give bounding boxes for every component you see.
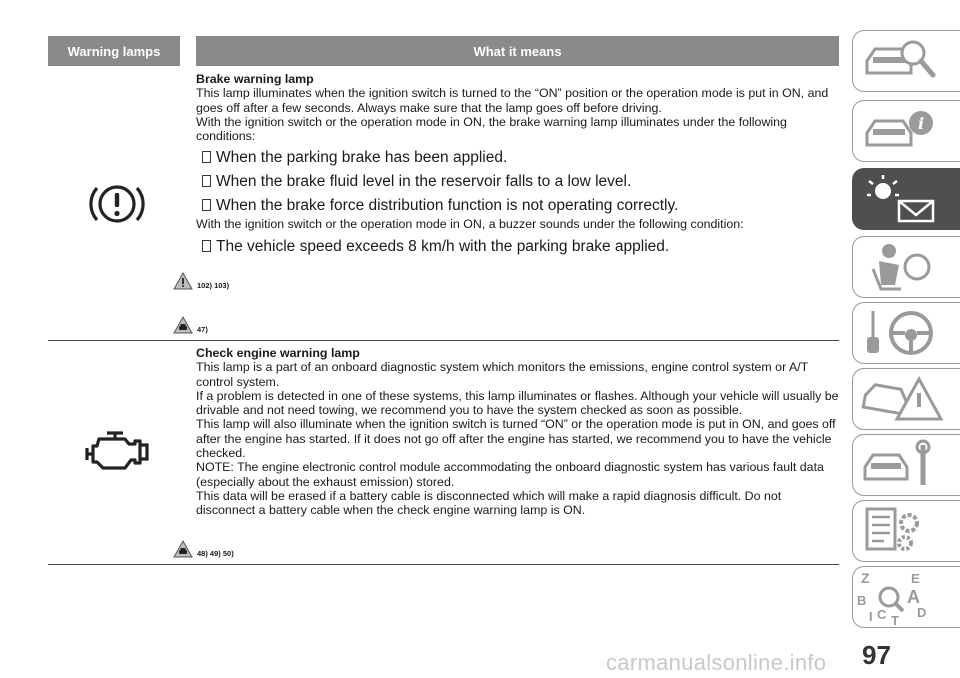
seat-person-airbag-icon: [859, 239, 949, 295]
note-ref-numbers: 48) 49) 50): [197, 549, 234, 558]
brake-warning-title: Brake warning lamp: [196, 72, 314, 86]
check-engine-lamp-icon: [85, 428, 153, 476]
tab-servicing-and-care[interactable]: [852, 434, 960, 496]
warning-triangle-icon: [173, 272, 193, 290]
tab-knowing-your-car[interactable]: [852, 30, 960, 92]
brake-warning-section: [196, 72, 841, 261]
svg-text:C: C: [877, 607, 887, 622]
page-number: 97: [862, 640, 891, 670]
svg-text:I: I: [869, 609, 873, 624]
tab-index[interactable]: [852, 566, 960, 628]
engine-paragraph: If a problem is detected in one of these systems, this lamp illuminates or flashes. Although your vehicle will usually be drivable and not need towing, we recommend you to have the system checked as soon as possible.: [196, 388, 839, 418]
list-item: The vehicle speed exceeds 8 km/h with the parking brake applied.: [202, 238, 841, 256]
svg-text:i: i: [918, 114, 925, 133]
brake-warning-lamp-icon: [88, 175, 146, 233]
list-item: When the brake fluid level in the reservoir falls to a low level.: [202, 173, 841, 191]
index-letters-icon: [857, 569, 949, 628]
header-warning-lamps: Warning lamps: [48, 36, 180, 66]
engine-paragraph: This data will be erased if a battery cable is disconnected which will make a rapid diagnosis difficult. Do not disconnect a battery cable when the check engine warning lamp is ON.: [196, 488, 782, 518]
note-ref-numbers: 47): [197, 325, 208, 334]
engine-paragraph: NOTE: The engine electronic control module accommodating the onboard diagnostic system has various fault data (especially about the exhaust emission) stored.: [196, 460, 824, 489]
spec-sheet-gears-icon: [859, 503, 949, 559]
engine-note-reference: [173, 540, 234, 558]
checkbox-bullet-icon: [202, 151, 211, 163]
tab-warning-lights-messages[interactable]: [852, 168, 960, 230]
brake-paragraph-3: With the ignition switch or the operation mode in ON, a buzzer sounds under the following condition:: [196, 217, 744, 232]
svg-text:Z: Z: [861, 570, 870, 586]
key-steering-wheel-icon: [859, 305, 949, 361]
tab-safety[interactable]: [852, 236, 960, 298]
row-divider: [48, 340, 839, 341]
engine-paragraph: This lamp will also illuminate when the ignition switch is turned “ON” or the operation mode is put in ON, and goes off after the engine has started. If it does not go off after the engine has started, we recommend you to have the vehicle checked.: [196, 417, 836, 461]
tab-technical-specifications[interactable]: [852, 500, 960, 562]
warning-light-message-icon: [859, 171, 949, 227]
car-wrench-icon: [859, 437, 949, 493]
car-hazard-triangle-icon: [859, 371, 949, 427]
brake-note-reference: [173, 316, 208, 334]
brake-paragraph-2: With the ignition switch or the operation mode in ON, the brake warning lamp illuminates under the following conditions:: [196, 114, 787, 144]
note-car-triangle-icon: [173, 316, 193, 334]
warning-ref-numbers: 102) 103): [197, 281, 230, 290]
car-info-icon: [859, 103, 949, 159]
note-car-triangle-icon: [173, 540, 193, 558]
svg-text:D: D: [917, 605, 927, 620]
check-engine-title: Check engine warning lamp: [196, 346, 360, 360]
engine-paragraph: This lamp is a part of an onboard diagnostic system which monitors the emissions, engine control system or A/T control system.: [196, 360, 809, 389]
checkbox-bullet-icon: [202, 240, 211, 252]
tab-starting-and-driving[interactable]: [852, 302, 960, 364]
header-what-it-means: What it means: [196, 36, 839, 66]
list-item: When the brake force distribution function is not operating correctly.: [202, 197, 841, 215]
list-item: When the parking brake has been applied.: [202, 149, 841, 167]
car-magnifier-icon: [859, 33, 949, 89]
tab-in-an-emergency[interactable]: [852, 368, 960, 430]
svg-text:B: B: [857, 593, 867, 608]
row-divider: [48, 564, 839, 565]
check-engine-section: [196, 346, 841, 518]
svg-text:A: A: [907, 587, 920, 607]
brake-paragraph-1: This lamp illuminates when the ignition switch is turned to the “ON” position or the operation mode is put in ON, and goes off after a few seconds. Always make sure that the lamp goes off before driving.: [196, 86, 829, 115]
brake-warning-reference: [173, 272, 229, 290]
watermark: carmanualsonline.info: [606, 650, 827, 675]
checkbox-bullet-icon: [202, 199, 211, 211]
checkbox-bullet-icon: [202, 175, 211, 187]
svg-text:E: E: [911, 571, 920, 586]
svg-text:T: T: [891, 613, 899, 628]
tab-car-information[interactable]: [852, 100, 960, 162]
